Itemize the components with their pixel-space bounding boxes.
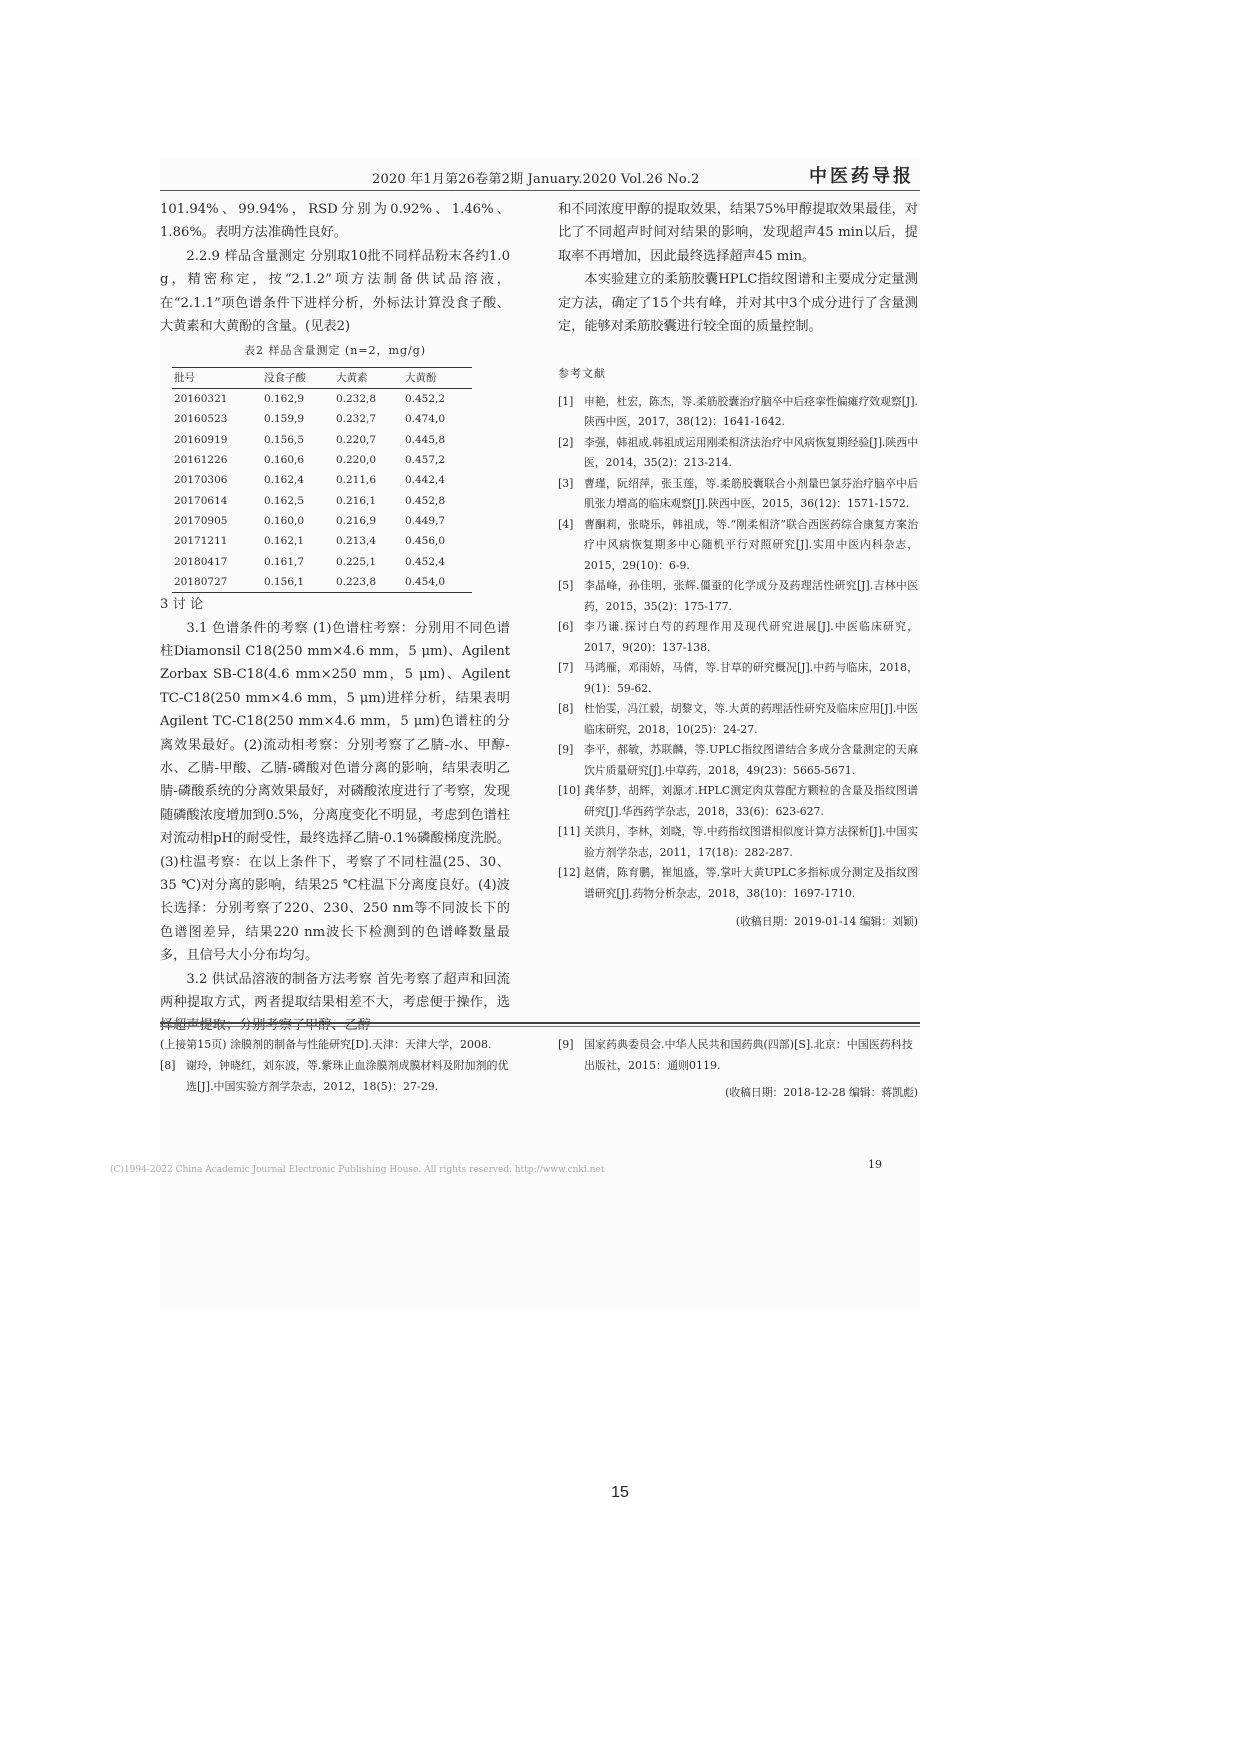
references-heading: 参考文献 (558, 367, 606, 381)
reference-number: [3] (558, 476, 574, 490)
reference-number: [10] (558, 784, 581, 798)
reference-text: 申艳，杜宏，陈杰，等.柔筋胶囊治疗脑卒中后痉挛性偏瘫疗效观察[J].陕西中医，2017，38(12)：1641-1642. (584, 394, 918, 429)
reference-text: 李晶峰，孙佳明，张辉.僵蚕的化学成分及药理活性研究[J].吉林中医药，2015，35(2)：175-177. (584, 579, 918, 613)
table-cell: 20160919 (174, 433, 228, 446)
reference-item (558, 863, 918, 904)
table-cell: 0.216,9 (335, 514, 377, 527)
table-row (172, 470, 472, 490)
table-cell: 0.445,8 (404, 433, 446, 446)
table-caption: 表2 样品含量测定 (n=2，mg/g) (243, 344, 427, 358)
table-header-cell: 大黄素 (334, 367, 403, 388)
table-cell: 0.220,0 (335, 454, 377, 467)
table-cell: 20161226 (174, 454, 228, 467)
table-row (172, 511, 472, 531)
table-cell: 20171211 (174, 535, 228, 548)
reference-item (558, 699, 918, 740)
table-cell: 0.454,0 (403, 572, 472, 593)
paragraph: 101.94%、99.94%，RSD分别为0.92%、1.46%、1.86%。表明方法准确性良好。 (160, 202, 510, 241)
reference-number: [9] (558, 1038, 574, 1051)
table-row (172, 430, 472, 450)
section-divider (160, 1022, 920, 1024)
running-header (160, 162, 920, 191)
table-cell: 0.162,4 (263, 474, 305, 487)
section-2-2-9: 2.2.9 样品含量测定 分别取10批不同样品粉末各约1.0 g，精密称定，按“2.1.2”项方法制备供试品溶液，在“2.1.1”项色谱条件下进样分析，外标法计算没食子酸、大黄素和大黄酚的含量。(见表2) (160, 248, 510, 335)
reference-number: [11] (558, 825, 581, 839)
paragraph: 和不同浓度甲醇的提取效果，结果75%甲醇提取效果最佳，对比了不同超声时间对结果的影响，发现超声45 min以后，提取率不再增加，因此最终选择超声45 min。 (558, 202, 918, 264)
table-cell: 20180727 (172, 572, 262, 593)
reference-text: 龚华梦，胡辉，刘源才.HPLC测定肉苁蓉配方颗粒的含量及指纹图谱研究[J].华西药学杂志，2018，33(6)：623-627. (584, 784, 918, 818)
folio-number: 19 (868, 1158, 882, 1171)
table-row (172, 450, 472, 470)
reference-number: [5] (558, 579, 574, 593)
table-cell: 0.159,9 (263, 413, 305, 426)
left-column (160, 198, 510, 1038)
reference-item (558, 617, 918, 658)
section-divider-thin (160, 1026, 920, 1027)
reference-number: [1] (558, 394, 574, 408)
table-row (172, 552, 472, 572)
table-row (172, 531, 472, 551)
table-cell: 20170306 (174, 474, 228, 487)
received-date-note: (收稿日期：2019-01-14 编辑：刘颖) (735, 915, 918, 929)
reference-item (160, 1055, 510, 1097)
journal-page-scan (110, 158, 920, 1308)
table-cell: 0.225,1 (335, 555, 377, 568)
reference-item (558, 822, 918, 863)
reference-item (558, 658, 918, 699)
continued-references-right (558, 1034, 918, 1103)
table-cell: 20180417 (174, 555, 228, 568)
reference-number: [9] (558, 743, 574, 757)
table-cell: 20170905 (174, 514, 228, 527)
table-header-row (172, 367, 472, 388)
table-cell: 0.232,8 (335, 393, 377, 406)
table-cell: 0.220,7 (335, 433, 377, 446)
conclusion-paragraph: 本实验建立的柔筋胶囊HPLC指纹图谱和主要成分定量测定方法，确定了15个共有峰，并对其中3个成分进行了含量测定，能够对柔筋胶囊进行较全面的质量控制。 (558, 272, 918, 335)
table-cell: 0.452,8 (404, 494, 446, 507)
table-header-cell: 没食子酸 (262, 367, 334, 388)
sample-content-table (172, 367, 472, 593)
table-row (172, 389, 472, 410)
reference-item (558, 576, 918, 617)
journal-title: 中医药导报 (809, 166, 914, 187)
table-row (172, 409, 472, 429)
issue-info: 2020 年1月第26卷第2期 January.2020 Vol.26 No.2 (372, 172, 700, 187)
reference-number: [7] (558, 661, 574, 675)
table-cell: 0.216,1 (335, 494, 377, 507)
table-cell: 0.456,0 (404, 535, 446, 548)
table-header-cell: 大黄酚 (403, 367, 472, 388)
table-cell: 0.442,4 (404, 474, 446, 487)
reference-item (558, 433, 918, 474)
reference-number: [2] (558, 435, 574, 449)
reference-text: 曹酮莉，张晓乐，韩祖成，等.“刚柔相济”联合西医药综合康复方案治疗中风病恢复期多中心随机平行对照研究[J].实用中医内科杂志，2015，29(10)：6-9. (584, 517, 918, 572)
table-cell: 0.161,7 (263, 555, 305, 568)
section-3-heading: 3 讨 论 (160, 597, 204, 613)
reference-text: 杜怡雯，冯江毅，胡黎文，等.大黄的药理活性研究及临床应用[J].中医临床研究，2018，10(25)：24-27. (584, 702, 918, 736)
reference-text: 马鸿雁，邓雨娇，马倩，等.甘草的研究概况[J].中药与临床，2018，9(1)：59-62. (584, 661, 918, 695)
reference-item (558, 474, 918, 515)
reference-text: 李乃谦.探讨白芍的药理作用及现代研究进展[J].中医临床研究，2017，9(20)：137-138. (584, 620, 918, 654)
continued-note: (上接第15页) 涂膜剂的制备与性能研究[D].天津：天津大学，2008. (160, 1038, 492, 1051)
table-cell: 20160523 (174, 413, 228, 426)
table-cell: 0.160,0 (263, 514, 305, 527)
table-cell: 0.474,0 (404, 413, 446, 426)
table-cell: 0.156,5 (263, 433, 305, 446)
reference-text: 谢玲，钟晓红，刘东波，等.紫珠止血涂膜剂成膜材料及附加剂的优选[J].中国实验方剂学杂志，2012，18(5)：27-29. (186, 1059, 509, 1093)
table-cell: 0.213,4 (335, 535, 377, 548)
table-cell: 0.162,1 (263, 535, 305, 548)
table-cell: 0.452,4 (404, 555, 446, 568)
reference-text: 赵倩，陈育鹏，崔旭盛，等.掌叶大黄UPLC多指标成分测定及指纹图谱研究[J].药物分析杂志，2018，38(10)：1697-1710. (584, 866, 918, 900)
reference-number: [12] (558, 866, 581, 880)
section-3-2: 3.2 供试品溶液的制备方法考察 首先考察了超声和回流两种提取方式，两者提取结果相差不大，考虑便于操作，选择超声提取；分别考察了甲醇、乙醇 (160, 971, 510, 1034)
reference-text: 国家药典委员会.中华人民共和国药典(四部)[S].北京：中国医药科技出版社，2015：通则0119. (584, 1038, 913, 1072)
reference-number: [8] (558, 702, 574, 716)
table-cell: 0.156,1 (262, 572, 334, 593)
reference-item (558, 392, 918, 433)
copyright-watermark: (C)1994-2022 China Academic Journal Electronic Publishing House. All rights reserved. http://www.cnki.net (110, 1165, 605, 1175)
table-row (172, 572, 472, 593)
table-cell: 0.223,8 (334, 572, 403, 593)
table-cell: 0.162,5 (263, 494, 305, 507)
page-number: 15 (611, 1484, 629, 1501)
table-row (172, 491, 472, 511)
table-cell: 0.452,2 (404, 393, 446, 406)
reference-item (558, 781, 918, 822)
right-column (558, 198, 918, 934)
reference-text: 关洪月，李林，刘晓，等.中药指纹图谱相似度计算方法探析[J].中国实验方剂学杂志，2011，17(18)：282-287. (584, 825, 918, 859)
table-header-cell: 批号 (172, 367, 262, 388)
table-cell: 0.232,7 (335, 413, 377, 426)
reference-number: [8] (160, 1059, 176, 1072)
reference-item (558, 1034, 918, 1076)
reference-number: [4] (558, 517, 574, 531)
reference-text: 李平，郝敏，苏联麟，等.UPLC指纹图谱结合多成分含量测定的天麻饮片质量研究[J].中草药，2018，49(23)：5665-5671. (584, 743, 918, 777)
reference-text: 李强，韩祖成.韩祖成运用刚柔相济法治疗中风病恢复期经验[J].陕西中医，2014，35(2)：213-214. (584, 435, 918, 470)
reference-item (558, 515, 918, 577)
received-date-note: (收稿日期：2018-12-28 编辑：蒋凯彪) (725, 1086, 918, 1099)
reference-item (558, 740, 918, 781)
table-cell: 20170614 (174, 494, 228, 507)
table-cell: 0.162,9 (263, 393, 305, 406)
table-cell: 0.211,6 (335, 474, 377, 487)
section-3-1: 3.1 色谱条件的考察 (1)色谱柱考察：分别用不同色谱柱Diamonsil C18(250 mm×4.6 mm，5 μm)、Agilent Zorbax SB-C18(4.6 mm×250 mm，5 μm)、Agilent TC-C18(250 mm×4.6 mm，5 μm)进样分析，结果表明Agilent TC-C18(250 mm×4.6 mm，5 μm)色谱柱的分离效果最好。(2)流动相考察：分别考察了乙腈-水、甲醇-水、乙腈-甲酸、乙腈-磷酸对色谱分离的影响，结果表明乙腈-磷酸系统的分离效果最好，对磷酸浓度进行了考察，发现随磷酸浓度增加到0.5%，分离度变化不明显，考虑到色谱柱对流动相pH的耐受性，最终选择乙腈-0.1%磷酸梯度洗脱。(3)柱温考察：在以上条件下，考察了不同柱温(25、30、35 ℃)对分离的影响，结果25 ℃柱温下分离度良好。(4)波长选择：分别考察了220、230、250 nm等不同波长下的色谱图差异，结果220 nm波长下检测到的色谱峰数量最多，且信号大小分布均匀。 (160, 620, 511, 964)
table-cell: 0.160,6 (263, 454, 305, 467)
table-cell: 0.457,2 (404, 454, 446, 467)
continued-references-left (160, 1034, 510, 1097)
reference-list (558, 392, 918, 905)
table-cell: 0.449,7 (404, 514, 446, 527)
reference-text: 曹瑾，阮绍萍，张玉莲，等.柔筋胶囊联合小剂量巴氯芬治疗脑卒中后肌张力增高的临床观察[J].陕西中医，2015，36(12)：1571-1572. (584, 476, 918, 511)
reference-number: [6] (558, 620, 574, 634)
table-cell: 20160321 (174, 393, 228, 406)
